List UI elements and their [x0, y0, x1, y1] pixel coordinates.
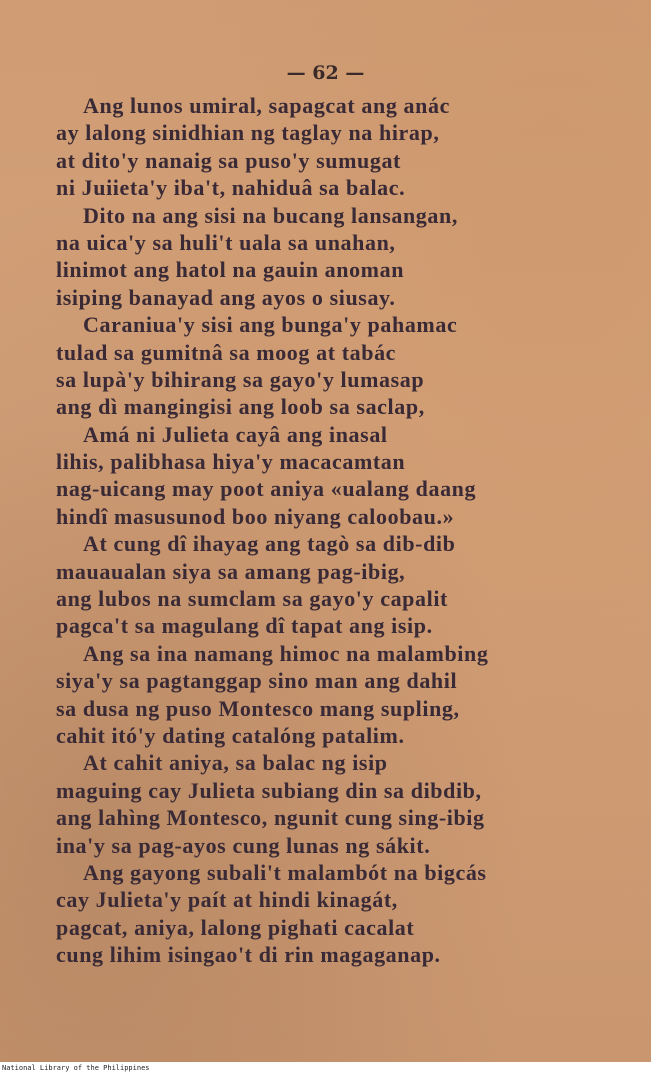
stanza [56, 421, 611, 531]
library-credit: National Library of the Philippines [2, 1064, 150, 1072]
poem-line: pagcat, aniya, lalong pighati cacalat [56, 914, 415, 940]
poem-line: At cahit aniya, sa balac ng isip [83, 750, 388, 776]
stanza [56, 311, 611, 421]
poem-line: Amá ni Julieta cayâ ang inasal [83, 421, 388, 447]
poem-line: siya'y sa pagtanggap sino man ang dahil [56, 668, 458, 694]
stanza [56, 640, 611, 750]
poem-line: cay Julieta'y paít at hindi kinagát, [56, 887, 398, 913]
poem-line: tulad sa gumitnâ sa moog at tabác [56, 339, 397, 365]
poem-line: mauaualan siya sa amang pag-ibig, [56, 558, 406, 584]
poem-line: At cung dî ihayag ang tagò sa dib-dib [83, 531, 456, 557]
poem-line: linimot ang hatol na gauin anoman [56, 257, 405, 283]
stanza [56, 859, 611, 969]
stanza [56, 530, 611, 640]
poem-line: Ang sa ina namang himoc na malambing [83, 640, 489, 666]
poem-line: Ang lunos umiral, sapagcat ang anác [83, 93, 450, 118]
poem-line: Ang gayong subali't malambót na bigcás [83, 859, 487, 885]
poem-line: pagca't sa magulang dî tapat ang isip. [56, 613, 433, 639]
poem-line: lihis, palibhasa hiya'y macacamtan [56, 449, 406, 475]
poem-line: ina'y sa pag-ayos cung lunas ng sákit. [56, 832, 431, 858]
page-number: — 62 — [286, 62, 365, 84]
poem-line: ang lahìng Montesco, ngunit cung sing-ibig [56, 805, 485, 831]
poem-line: cahit itó'y dating catalóng patalim. [56, 722, 405, 748]
stanza [56, 202, 611, 312]
poem-line: cung lihim isingao't di rin magaganap. [56, 942, 441, 968]
poem-line: sa dusa ng puso Montesco mang supling, [56, 695, 460, 721]
stanza [56, 92, 611, 202]
poem-line: nag-uicang may poot aniya «ualang daang [56, 476, 477, 502]
poem-line: ay lalong sinidhian ng taglay na hirap, [56, 120, 440, 146]
poem-line: isiping banayad ang ayos o siusay. [56, 284, 396, 310]
poem-line: at dito'y nanaig sa puso'y sumugat [56, 147, 401, 173]
poem-line: ni Juiieta'y iba't, nahiduâ sa balac. [56, 175, 406, 201]
poem-line: ang lubos na sumclam sa gayo'y capalit [56, 586, 448, 612]
poem-line: maguing cay Julieta subiang din sa dibdib, [56, 777, 482, 803]
poem-line: Caraniua'y sisi ang bunga'y pahamac [83, 312, 458, 338]
stanza [56, 749, 611, 859]
poem-line: hindî masusunod boo niyang caloobau.» [56, 503, 455, 529]
poem-text [56, 92, 611, 969]
poem-line: Dito na ang sisi na bucang lansangan, [83, 202, 458, 228]
poem-line: na uica'y sa huli't uala sa unahan, [56, 229, 396, 255]
poem-line: sa lupà'y bihirang sa gayo'y lumasap [56, 366, 425, 392]
poem-line: ang dì mangingisi ang loob sa saclap, [56, 394, 425, 420]
